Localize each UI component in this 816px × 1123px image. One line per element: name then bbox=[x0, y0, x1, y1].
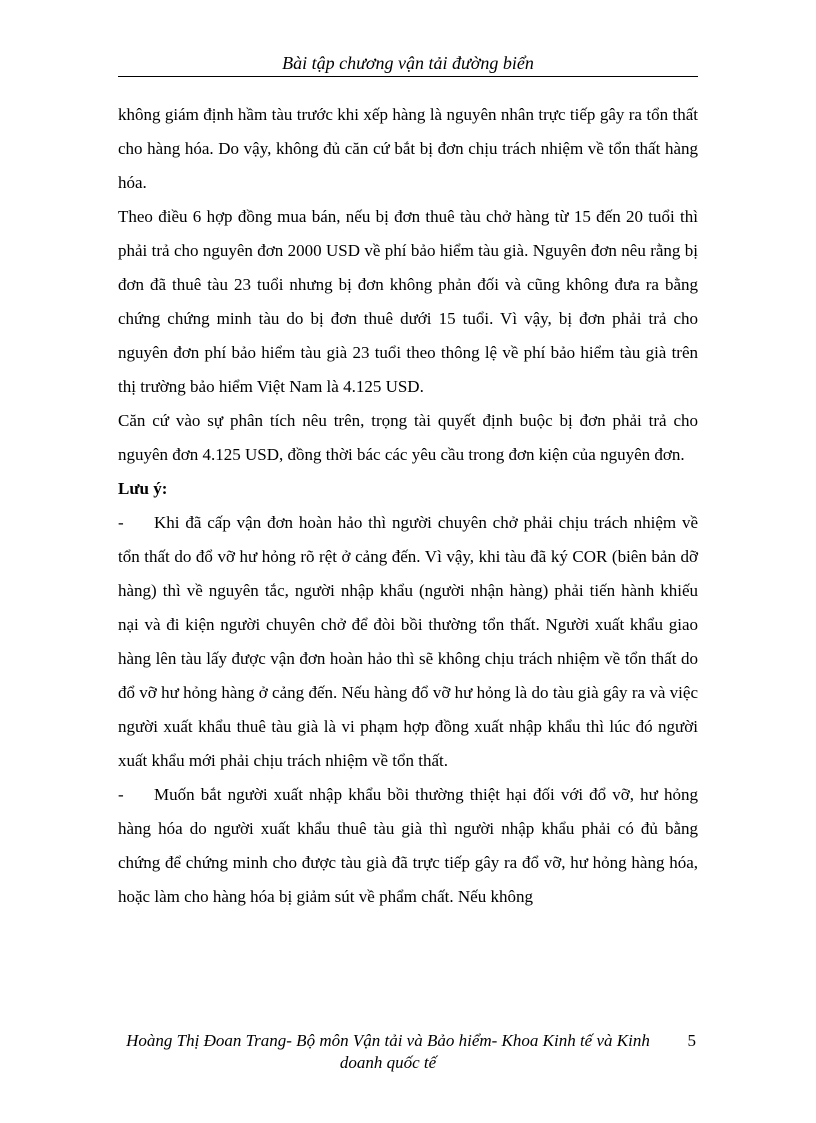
paragraph-1: không giám định hầm tàu trước khi xếp hàng là nguyên nhân trực tiếp gây ra tổn thất cho hàng hóa. Do vậy, không đủ căn cứ bắt bị đơn chịu trách nhiệm về tổn thất hàng hóa. bbox=[118, 105, 698, 192]
note-item-2-text: Muốn bắt người xuất nhập khẩu bồi thường thiệt hại đối với đổ vỡ, hư hỏng hàng hóa do người xuất khẩu thuê tàu già thì người nhập khẩu phải có đủ bằng chứng để chứng minh cho được tàu già đã trực tiếp gây ra đổ vỡ, hư hỏng hàng hóa, hoặc làm cho hàng hóa bị giảm sút về phẩm chất. Nếu không bbox=[118, 785, 698, 906]
note-item-1 bbox=[118, 506, 698, 778]
note-item-2 bbox=[118, 778, 698, 914]
footer-author: Hoàng Thị Đoan Trang- Bộ môn Vận tải và Bảo hiểm- Khoa Kinh tế và Kinh doanh quốc tế bbox=[126, 1031, 650, 1072]
paragraph-3: Căn cứ vào sự phân tích nêu trên, trọng tài quyết định buộc bị đơn phải trả cho nguyên đơn 4.125 USD, đồng thời bác các yêu cầu trong đơn kiện của nguyên đơn. bbox=[118, 411, 698, 464]
paragraph-2: Theo điều 6 hợp đồng mua bán, nếu bị đơn thuê tàu chở hàng từ 15 đến 20 tuổi thì phải trả cho nguyên đơn 2000 USD về phí bảo hiểm tàu già. Nguyên đơn nêu rằng bị đơn đã thuê tàu 23 tuổi nhưng bị đơn không phản đối và cũng không đưa ra bằng chứng chứng minh tàu do bị đơn thuê dưới 15 tuổi. Vì vậy, bị đơn phải trả cho nguyên đơn phí bảo hiểm tàu già 23 tuổi theo thông lệ về phí bảo hiểm tàu già trên thị trường bảo hiểm Việt Nam là 4.125 USD. bbox=[118, 207, 698, 396]
bullet-dash: - bbox=[118, 513, 124, 532]
note-heading: Lưu ý: bbox=[118, 479, 168, 498]
note-item-1-text: Khi đã cấp vận đơn hoàn hảo thì người chuyên chở phải chịu trách nhiệm về tổn thất do đổ vỡ hư hỏng rõ rệt ở cảng đến. Vì vậy, khi tàu đã ký COR (biên bản dỡ hàng) thì về nguyên tắc, người nhập khẩu (người nhận hàng) phải tiến hành khiếu nại và đi kiện người chuyên chở để đòi bồi thường tổn thất. Người xuất khẩu giao hàng lên tàu lấy được vận đơn hoàn hảo thì sẽ không chịu trách nhiệm về tổn thất do đổ vỡ hư hỏng hàng ở cảng đến. Nếu hàng đổ vỡ hư hỏng là do tàu già gây ra và việc người xuất khẩu thuê tàu già là vi phạm hợp đồng xuất nhập khẩu thì lúc đó người xuất khẩu mới phải chịu trách nhiệm về tổn thất. bbox=[118, 513, 698, 770]
page-number: 5 bbox=[687, 1031, 696, 1050]
page-footer bbox=[118, 1030, 698, 1074]
page-header bbox=[118, 52, 698, 77]
header-title: Bài tập chương vận tải đường biển bbox=[282, 53, 534, 73]
document-body bbox=[118, 98, 698, 914]
bullet-dash: - bbox=[118, 785, 124, 804]
